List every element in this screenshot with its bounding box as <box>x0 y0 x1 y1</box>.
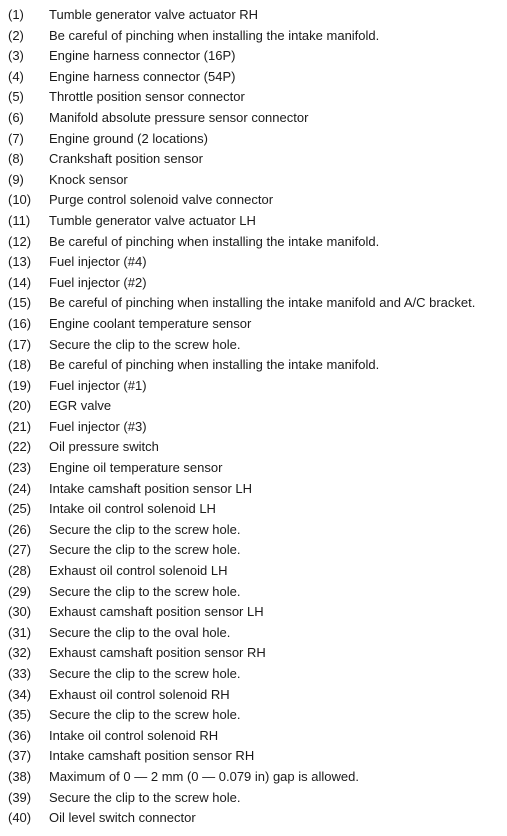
legend-item-number: (13) <box>8 254 32 270</box>
legend-item <box>0 232 507 253</box>
legend-item-number: (21) <box>8 418 32 434</box>
legend-item <box>0 293 507 314</box>
legend-item-number: (8) <box>8 151 24 167</box>
legend-item-number: (28) <box>8 563 32 579</box>
legend-item-description: Intake oil control solenoid RH <box>49 727 219 743</box>
legend-item-description: Throttle position sensor connector <box>49 89 245 105</box>
legend-item-number: (35) <box>8 707 32 723</box>
legend-item-description: Be careful of pinching when installing the intake manifold. <box>49 233 380 249</box>
legend-item-number: (20) <box>8 398 32 414</box>
legend-item-description: Crankshaft position sensor <box>49 151 203 167</box>
legend-item-number: (12) <box>8 233 32 249</box>
legend-item-number: (22) <box>8 439 32 455</box>
legend-item <box>0 355 507 376</box>
legend-item-description: Fuel injector (#2) <box>49 274 147 290</box>
legend-item-description: Exhaust camshaft position sensor RH <box>49 645 266 661</box>
legend-item <box>0 335 507 356</box>
legend-item-number: (14) <box>8 274 32 290</box>
legend-item-description: Exhaust oil control solenoid RH <box>49 686 230 702</box>
legend-item <box>0 520 507 541</box>
legend-item <box>0 808 507 829</box>
legend-item-description: Secure the clip to the screw hole. <box>49 521 241 537</box>
legend-item-number: (31) <box>8 624 32 640</box>
legend-item <box>0 252 507 273</box>
legend-item-description: Intake camshaft position sensor RH <box>49 748 255 764</box>
legend-item <box>0 273 507 294</box>
legend-item <box>0 705 507 726</box>
legend-item-number: (30) <box>8 604 32 620</box>
legend-item-description: Engine harness connector (54P) <box>49 68 236 84</box>
legend-item <box>0 5 507 26</box>
legend-item-description: Engine harness connector (16P) <box>49 48 236 64</box>
legend-item-number: (9) <box>8 171 24 187</box>
legend-item-number: (16) <box>8 315 32 331</box>
legend-item <box>0 726 507 747</box>
legend-item <box>0 314 507 335</box>
legend-item-number: (37) <box>8 748 32 764</box>
legend-item-number: (6) <box>8 109 24 125</box>
legend-item <box>0 499 507 520</box>
legend-item-description: Exhaust oil control solenoid LH <box>49 563 228 579</box>
legend-item <box>0 376 507 397</box>
legend-item-number: (19) <box>8 377 32 393</box>
legend-item-number: (27) <box>8 542 32 558</box>
legend-item-description: Tumble generator valve actuator LH <box>49 212 256 228</box>
legend-item <box>0 46 507 67</box>
legend-item-description: Maximum of 0 — 2 mm (0 — 0.079 in) gap is allowed. <box>49 768 359 784</box>
legend-item-number: (23) <box>8 460 32 476</box>
legend-item <box>0 396 507 417</box>
legend-item-number: (29) <box>8 583 32 599</box>
legend-item-description: Secure the clip to the screw hole. <box>49 707 241 723</box>
legend-item <box>0 479 507 500</box>
legend-item-number: (34) <box>8 686 32 702</box>
legend-item <box>0 437 507 458</box>
legend-item-description: Secure the clip to the screw hole. <box>49 336 241 352</box>
legend-item-description: Be careful of pinching when installing the intake manifold. <box>49 27 380 43</box>
legend-item-description: Oil pressure switch <box>49 439 159 455</box>
legend-item <box>0 685 507 706</box>
legend-item <box>0 623 507 644</box>
legend-item-number: (39) <box>8 789 32 805</box>
legend-item-description: Engine ground (2 locations) <box>49 130 208 146</box>
legend-item-description: Intake camshaft position sensor LH <box>49 480 253 496</box>
legend-item-number: (15) <box>8 295 32 311</box>
legend-item-number: (40) <box>8 810 32 826</box>
legend-item-description: Fuel injector (#3) <box>49 418 147 434</box>
legend-item-description: Be careful of pinching when installing the intake manifold. <box>49 357 380 373</box>
legend-item-description: Tumble generator valve actuator RH <box>49 7 259 22</box>
legend-item-number: (4) <box>8 68 24 84</box>
legend-item <box>0 67 507 88</box>
legend-item <box>0 458 507 479</box>
legend-item-number: (33) <box>8 666 32 681</box>
legend-item-number: (18) <box>8 357 32 373</box>
legend-item-number: (10) <box>8 192 32 208</box>
legend-item-number: (11) <box>8 212 31 228</box>
legend-item-description: Oil level switch connector <box>49 810 196 826</box>
legend-item <box>0 788 507 809</box>
legend-item-description: Secure the clip to the screw hole. <box>49 583 241 599</box>
legend-item-number: (36) <box>8 727 32 743</box>
legend-item-description: Secure the clip to the oval hole. <box>49 624 231 640</box>
legend-item-description: Knock sensor <box>49 171 128 187</box>
legend-item-description: Fuel injector (#1) <box>49 377 147 393</box>
legend-item-number: (7) <box>8 130 24 146</box>
legend-item <box>0 767 507 788</box>
legend-item <box>0 211 507 232</box>
legend-item-number: (1) <box>8 7 24 22</box>
legend-item-number: (5) <box>8 89 24 105</box>
legend-item <box>0 417 507 438</box>
legend-item <box>0 170 507 191</box>
legend-item <box>0 582 507 603</box>
legend-item <box>0 664 507 685</box>
legend-item-description: Secure the clip to the screw hole. <box>49 542 241 558</box>
legend-item-description: Be careful of pinching when installing the intake manifold and A/C bracket. <box>49 295 476 311</box>
legend-item-description: Manifold absolute pressure sensor connector <box>49 109 309 125</box>
legend-item <box>0 26 507 47</box>
legend-item <box>0 149 507 170</box>
legend-item-number: (2) <box>8 27 24 43</box>
legend-item-number: (38) <box>8 768 32 784</box>
legend-item-number: (3) <box>8 48 24 64</box>
legend-item-number: (25) <box>8 501 32 517</box>
legend-item-number: (32) <box>8 645 32 661</box>
legend-item <box>0 87 507 108</box>
legend-item-number: (24) <box>8 480 32 496</box>
legend-item <box>0 643 507 664</box>
legend-item-number: (17) <box>8 336 32 352</box>
legend-item-description: Fuel injector (#4) <box>49 254 147 270</box>
legend-item-description: Purge control solenoid valve connector <box>49 192 274 208</box>
legend-item-description: Exhaust camshaft position sensor LH <box>49 604 264 620</box>
legend-item <box>0 602 507 623</box>
legend-item <box>0 129 507 150</box>
legend-item-description: Engine coolant temperature sensor <box>49 315 252 331</box>
legend-item-description: EGR valve <box>49 398 112 414</box>
legend-item <box>0 746 507 767</box>
legend-item-description: Secure the clip to the screw hole. <box>49 789 241 805</box>
legend-item-description: Secure the clip to the screw hole. <box>49 666 241 681</box>
legend-item <box>0 108 507 129</box>
legend-item <box>0 540 507 561</box>
legend-item <box>0 561 507 582</box>
legend-item <box>0 190 507 211</box>
legend-item-description: Intake oil control solenoid LH <box>49 501 216 517</box>
legend-item-number: (26) <box>8 521 32 537</box>
legend-item-description: Engine oil temperature sensor <box>49 460 223 476</box>
